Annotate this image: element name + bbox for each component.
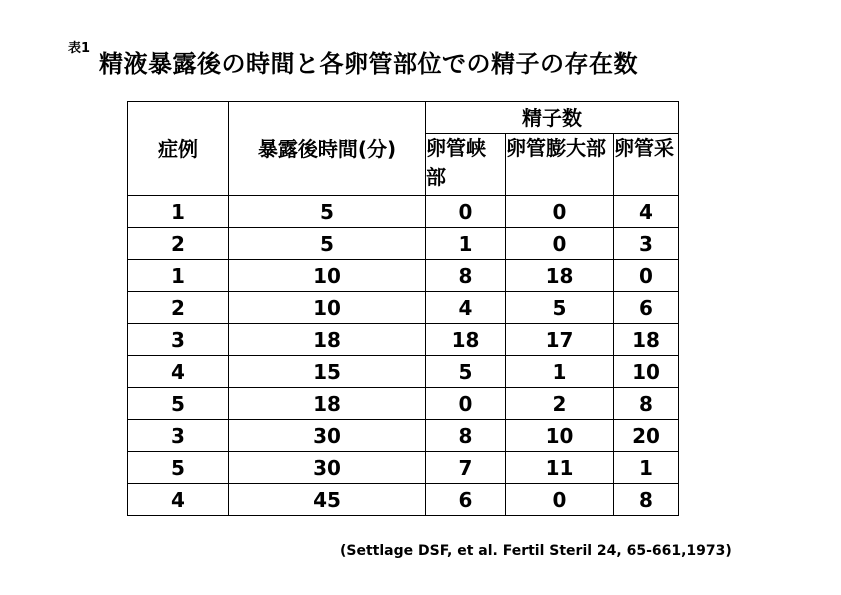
cell-isthmus: 0 [426, 196, 506, 228]
table-row [128, 292, 679, 324]
cell-ampulla: 11 [506, 452, 614, 484]
cell-isthmus: 6 [426, 484, 506, 516]
table-number-label: 表1 [68, 41, 91, 56]
table-row [128, 356, 679, 388]
cell-case: 3 [128, 324, 229, 356]
table-row [128, 452, 679, 484]
cell-isthmus: 8 [426, 260, 506, 292]
cell-time: 5 [229, 228, 426, 260]
cell-case: 2 [128, 292, 229, 324]
cell-ampulla: 0 [506, 228, 614, 260]
citation: (Settlage DSF, et al. Fertil Steril 24, 65-661,1973) [340, 543, 732, 559]
cell-fimbria: 3 [614, 228, 679, 260]
cell-fimbria: 20 [614, 420, 679, 452]
cell-ampulla: 0 [506, 196, 614, 228]
cell-fimbria: 6 [614, 292, 679, 324]
cell-time: 45 [229, 484, 426, 516]
header-ampulla: 卵管膨大部 [506, 134, 614, 196]
table-row [128, 324, 679, 356]
cell-fimbria: 8 [614, 484, 679, 516]
table-body [128, 196, 679, 516]
sperm-count-table [127, 101, 679, 516]
cell-time: 15 [229, 356, 426, 388]
cell-fimbria: 0 [614, 260, 679, 292]
table-row [128, 196, 679, 228]
cell-fimbria: 10 [614, 356, 679, 388]
cell-time: 10 [229, 260, 426, 292]
header-case: 症例 [128, 102, 229, 196]
header-sperm-count: 精子数 [426, 102, 679, 134]
cell-ampulla: 0 [506, 484, 614, 516]
cell-case: 4 [128, 356, 229, 388]
cell-time: 5 [229, 196, 426, 228]
header-fimbria: 卵管采 [614, 134, 679, 196]
table-row [128, 388, 679, 420]
cell-ampulla: 5 [506, 292, 614, 324]
cell-case: 5 [128, 388, 229, 420]
cell-isthmus: 0 [426, 388, 506, 420]
header-time: 暴露後時間(分) [229, 102, 426, 196]
cell-case: 1 [128, 260, 229, 292]
cell-isthmus: 4 [426, 292, 506, 324]
cell-time: 30 [229, 420, 426, 452]
cell-isthmus: 18 [426, 324, 506, 356]
cell-case: 4 [128, 484, 229, 516]
cell-case: 1 [128, 196, 229, 228]
table-row [128, 484, 679, 516]
cell-fimbria: 4 [614, 196, 679, 228]
cell-time: 18 [229, 324, 426, 356]
cell-case: 5 [128, 452, 229, 484]
page-title: 精液暴露後の時間と各卵管部位での精子の存在数 [99, 50, 638, 78]
table-row [128, 228, 679, 260]
cell-ampulla: 2 [506, 388, 614, 420]
cell-isthmus: 1 [426, 228, 506, 260]
table-row [128, 420, 679, 452]
cell-time: 18 [229, 388, 426, 420]
header-isthmus: 卵管峡部 [426, 134, 506, 196]
cell-ampulla: 17 [506, 324, 614, 356]
cell-fimbria: 1 [614, 452, 679, 484]
table-row [128, 260, 679, 292]
cell-time: 10 [229, 292, 426, 324]
cell-ampulla: 18 [506, 260, 614, 292]
cell-fimbria: 18 [614, 324, 679, 356]
cell-isthmus: 8 [426, 420, 506, 452]
header-row-1 [128, 102, 679, 134]
cell-case: 2 [128, 228, 229, 260]
cell-case: 3 [128, 420, 229, 452]
cell-fimbria: 8 [614, 388, 679, 420]
cell-ampulla: 1 [506, 356, 614, 388]
cell-isthmus: 5 [426, 356, 506, 388]
cell-isthmus: 7 [426, 452, 506, 484]
cell-time: 30 [229, 452, 426, 484]
cell-ampulla: 10 [506, 420, 614, 452]
